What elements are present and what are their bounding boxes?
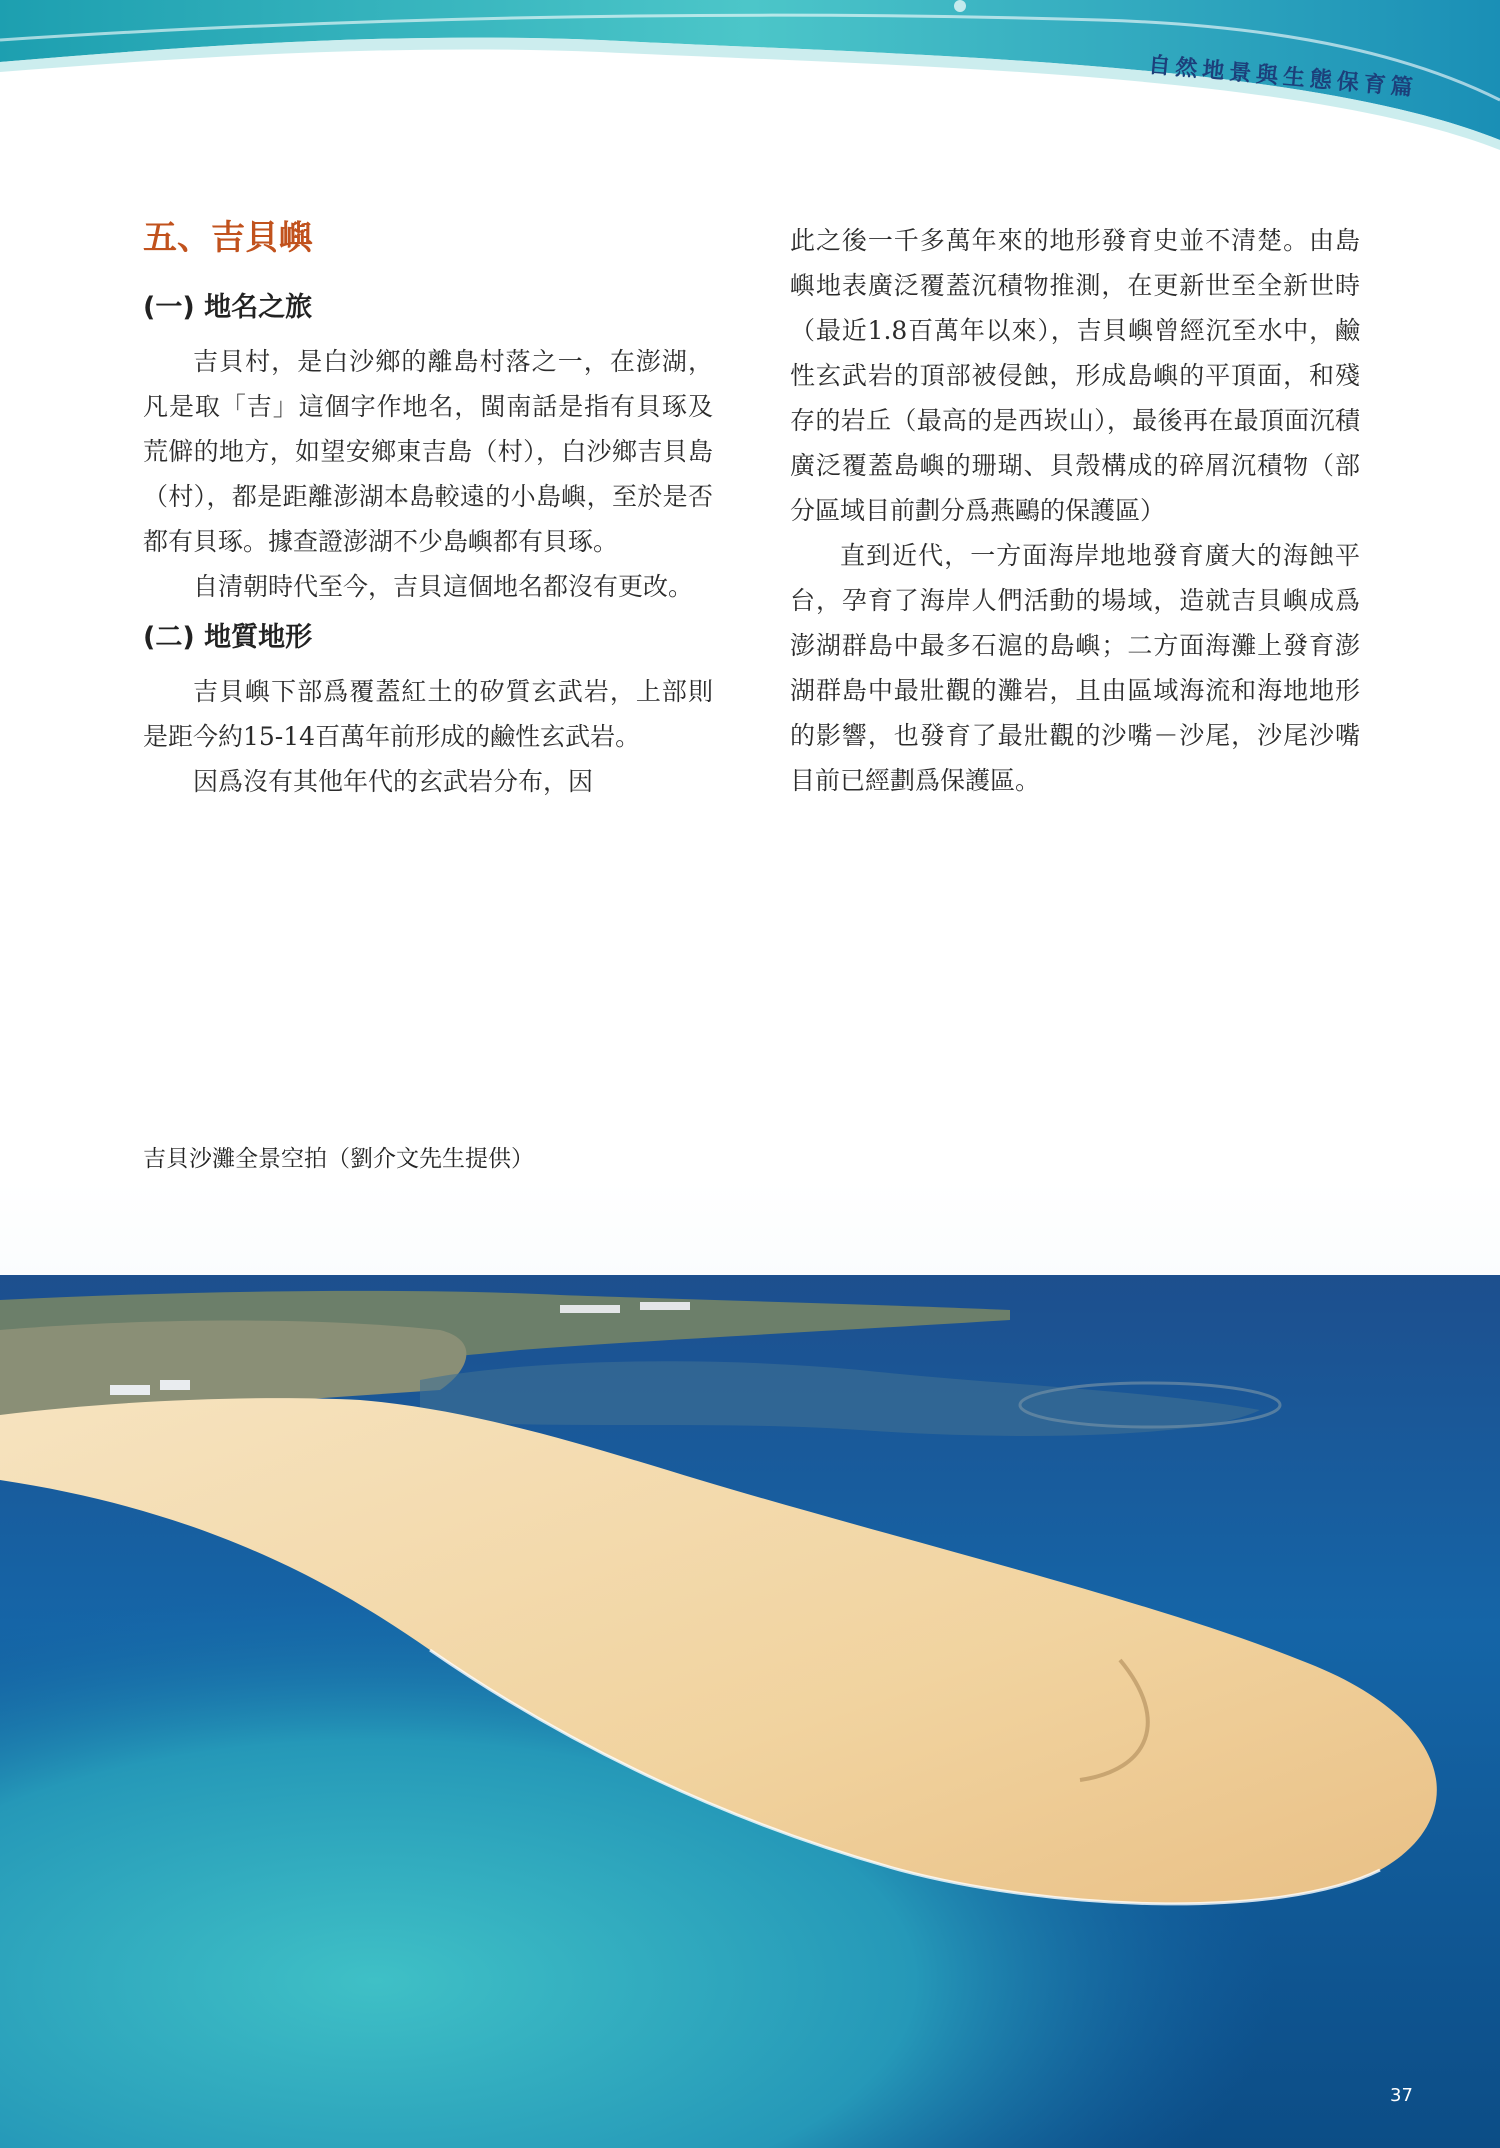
aerial-photo-illustration bbox=[0, 1180, 1500, 2148]
paragraph: 吉貝村，是白沙鄉的離島村落之一，在澎湖，凡是取「吉」這個字作地名，閩南話是指有貝琢及荒僻的地方，如望安鄉東吉島（村），白沙鄉吉貝島（村），都是距離澎湖本島較遠的小島嶼，至於是否都有貝琢。據查證澎湖不少島嶼都有貝琢。 bbox=[143, 347, 713, 556]
right-column bbox=[790, 218, 1360, 803]
paragraph: 此之後一千多萬年來的地形發育史並不清楚。由島嶼地表廣泛覆蓋沉積物推測，在更新世至全新世時（最近1.8百萬年以來），吉貝嶼曾經沉至水中，鹼性玄武岩的頂部被侵蝕，形成島嶼的平頂面，和殘存的岩丘（最高的是西崁山），最後再在最頂面沉積廣泛覆蓋島嶼的珊瑚、貝殼構成的碎屑沉積物（部分區域目前劃分爲燕鷗的保護區） bbox=[790, 226, 1360, 525]
section-heading-geology: (二) 地質地形 bbox=[143, 622, 313, 653]
paragraph: 直到近代，一方面海岸地地發育廣大的海蝕平台，孕育了海岸人們活動的場域，造就吉貝嶼成爲澎湖群島中最多石滬的島嶼；二方面海灘上發育澎湖群島中最壯觀的灘岩，且由區域海流和海地地形的影響，也發育了最壯觀的沙嘴－沙尾，沙尾沙嘴目前已經劃爲保護區。 bbox=[790, 541, 1360, 795]
paragraph: 自清朝時代至今，吉貝這個地名都沒有更改。 bbox=[193, 572, 694, 601]
paragraph: 吉貝嶼下部爲覆蓋紅土的矽質玄武岩，上部則是距今約15-14百萬年前形成的鹼性玄武岩。 bbox=[143, 677, 713, 751]
aerial-photo bbox=[0, 1180, 1500, 2148]
paragraph: 因爲沒有其他年代的玄武岩分布，因 bbox=[193, 767, 594, 796]
left-column bbox=[143, 205, 713, 804]
page-number: 37 bbox=[1390, 2085, 1413, 2106]
photo-caption: 吉貝沙灘全景空拍（劉介文先生提供） bbox=[143, 1146, 534, 1172]
section-tag: 自然地景與生態保育篇 bbox=[1147, 52, 1419, 102]
article-title: 五、吉貝嶼 bbox=[143, 218, 313, 258]
section-heading-place-name: (一) 地名之旅 bbox=[143, 292, 313, 323]
